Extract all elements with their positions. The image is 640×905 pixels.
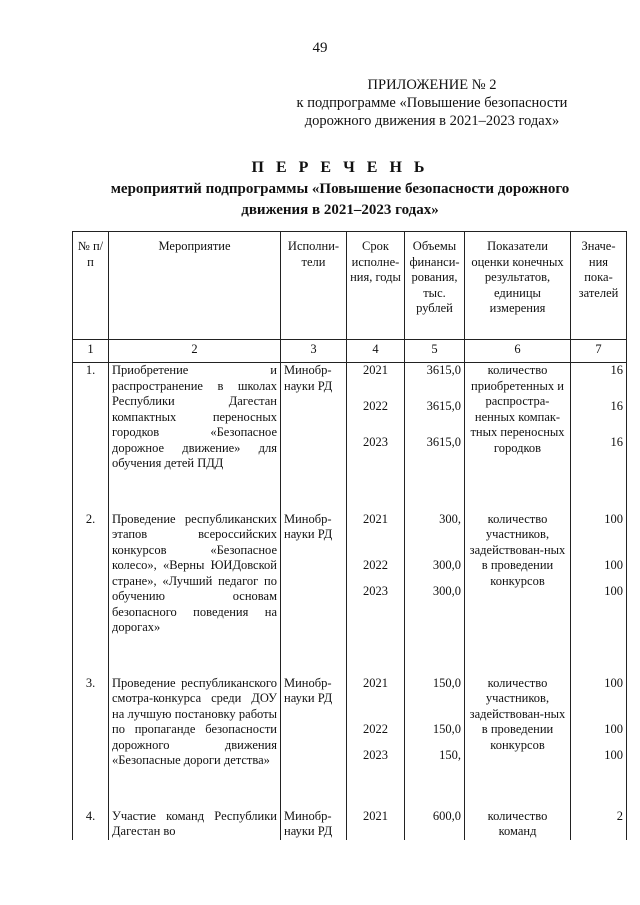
- header-funding: Объемы финанси-рования, тыс. рублей: [405, 232, 465, 340]
- row-executor: Минобр-науки РД: [281, 809, 347, 840]
- appendix-line-2: к подпрограмме «Повышение безопасности: [296, 95, 568, 111]
- row-values: [571, 809, 627, 840]
- page-number: 49: [312, 40, 328, 56]
- indicator-value: 100: [604, 557, 623, 572]
- amount-value: 600,0: [432, 808, 461, 823]
- row-number: 1.: [73, 363, 109, 512]
- row-amounts: [405, 809, 465, 840]
- amount-value: 3615,0: [426, 435, 461, 449]
- indicator-value: 16: [610, 399, 623, 413]
- header-values: Значе-ния пока-зателей: [571, 232, 627, 340]
- activity-text: Проведение республиканских этапов всероссийских конкурсов «Безопасное колесо», «Верны ЮИДовской стране», «Лучший педагог по обучению основам безопасного поведения на дорогах»: [112, 511, 277, 634]
- amount-value: 150,: [439, 747, 461, 762]
- table-row: [73, 512, 627, 676]
- amount-value: 150,0: [432, 675, 461, 690]
- document-title: [60, 158, 620, 220]
- indicator-value: 100: [604, 511, 623, 526]
- row-values: [571, 363, 627, 512]
- row-years: [347, 809, 405, 840]
- row-indicator: количество команд: [465, 809, 571, 840]
- amount-value: 3615,0: [426, 363, 461, 377]
- year-value: 2021: [363, 675, 388, 690]
- column-number-row: [73, 340, 627, 363]
- row-years: [347, 676, 405, 809]
- row-executor: Минобр-науки РД: [281, 363, 347, 512]
- title-subtitle-line-2: движения в 2021–2023 годах»: [241, 202, 439, 218]
- indicator-value: 100: [604, 583, 623, 598]
- header-indicators: Показатели оценки конечных результатов, единицы измерения: [465, 232, 571, 340]
- column-number: 3: [281, 340, 347, 363]
- year-value: 2022: [363, 721, 388, 736]
- row-values: [571, 676, 627, 809]
- amount-value: 150,0: [432, 721, 461, 736]
- year-value: 2023: [363, 435, 388, 449]
- indicator-value: 100: [604, 721, 623, 736]
- indicator-value: 100: [604, 747, 623, 762]
- indicator-value: 16: [610, 435, 623, 449]
- year-value: 2021: [363, 363, 388, 377]
- row-values: [571, 512, 627, 676]
- row-activity: [109, 512, 281, 676]
- indicator-value: 2: [616, 808, 623, 823]
- header-term: Срок исполне-ния, годы: [347, 232, 405, 340]
- row-executor: Минобр-науки РД: [281, 676, 347, 809]
- amount-value: 3615,0: [426, 399, 461, 413]
- header-number: № п/п: [73, 232, 109, 340]
- appendix-line-3: дорожного движения в 2021–2023 годах»: [304, 113, 560, 129]
- header-executors: Исполни-тели: [281, 232, 347, 340]
- appendix-note: [272, 76, 592, 130]
- table-row: [73, 676, 627, 809]
- year-value: 2022: [363, 399, 388, 413]
- row-indicator: количество участников, задействован-ных в проведении конкурсов: [465, 512, 571, 676]
- amount-value: 300,: [439, 511, 461, 526]
- amount-value: 300,0: [432, 583, 461, 598]
- column-number: 5: [405, 340, 465, 363]
- row-indicator: количество участников, задействован-ных в проведении конкурсов: [465, 676, 571, 809]
- row-number: 3.: [73, 676, 109, 809]
- row-executor: Минобр-науки РД: [281, 512, 347, 676]
- title-heading: П Е Р Е Ч Е Н Ь: [251, 159, 429, 176]
- column-number: 4: [347, 340, 405, 363]
- activity-text: Приобретение и распространение в школах Республики Дагестан компактных переносных городков «Безопасное дорожное движение» для обучения детей ПДД: [112, 363, 277, 470]
- activity-text: Проведение республиканского смотра-конкурса среди ДОУ на лучшую постановку работы по пропаганде безопасности дорожного движения «Безопасные дороги детства»: [112, 675, 277, 767]
- year-value: 2022: [363, 557, 388, 572]
- row-amounts: [405, 363, 465, 512]
- column-number: 1: [73, 340, 109, 363]
- table-row: [73, 363, 627, 512]
- row-indicator: количество приобретенных и распростра-ненных компак-тных переносных городков: [465, 363, 571, 512]
- row-activity: Участие команд Республики Дагестан во: [109, 809, 281, 840]
- row-number: 2.: [73, 512, 109, 676]
- activities-table: [72, 231, 627, 840]
- year-value: 2021: [363, 511, 388, 526]
- appendix-line-1: ПРИЛОЖЕНИЕ № 2: [367, 77, 497, 93]
- year-value: 2023: [363, 747, 388, 762]
- column-number: 2: [109, 340, 281, 363]
- year-value: 2023: [363, 583, 388, 598]
- indicator-value: 100: [604, 675, 623, 690]
- row-years: [347, 512, 405, 676]
- table-row: [73, 809, 627, 840]
- row-number: 4.: [73, 809, 109, 840]
- table-header-row: [73, 232, 627, 340]
- indicator-value: 16: [610, 363, 623, 377]
- title-subtitle-line-1: мероприятий подпрограммы «Повышение безопасности дорожного: [110, 181, 570, 197]
- year-value: 2021: [363, 808, 388, 823]
- row-activity: [109, 676, 281, 809]
- row-amounts: [405, 512, 465, 676]
- row-years: [347, 363, 405, 512]
- row-amounts: [405, 676, 465, 809]
- amount-value: 300,0: [432, 557, 461, 572]
- header-activity: Мероприятие: [109, 232, 281, 340]
- row-activity: [109, 363, 281, 512]
- column-number: 7: [571, 340, 627, 363]
- column-number: 6: [465, 340, 571, 363]
